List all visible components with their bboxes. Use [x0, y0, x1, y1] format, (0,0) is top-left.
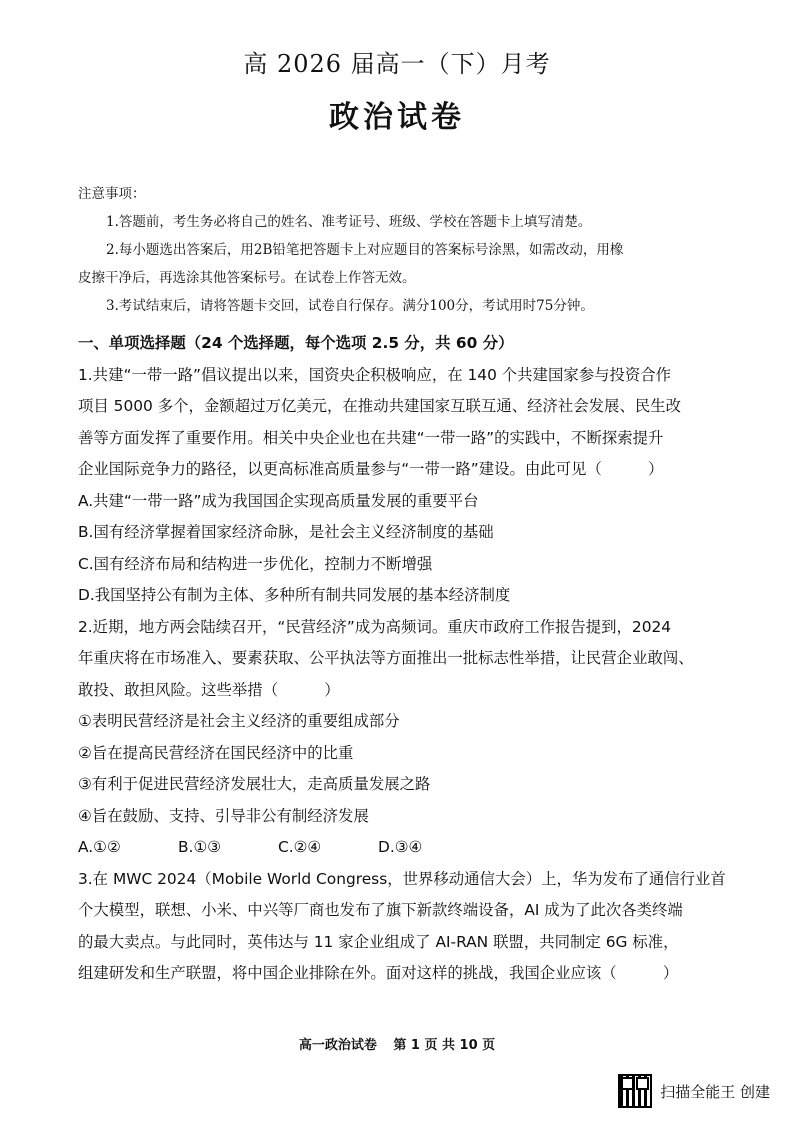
notice-item: 3.考试结束后，请将答题卡交回，试卷自行保存。满分100分，考试用时75分钟。 — [106, 298, 594, 314]
section-heading: 一、单项选择题（24 个选择题，每个选项 2.5 分，共 60 分） — [78, 334, 514, 352]
scanner-watermark — [618, 1074, 770, 1108]
question-2-choice-c: C.②④ — [278, 838, 322, 856]
watermark-text: 扫描全能王 创建 — [660, 1082, 770, 1101]
question-1-stem-line: 善等方面发挥了重要作用。相关中央企业也在共建“一带一路”的实践中，不断探索提升 — [78, 428, 664, 447]
question-2-stem-line: 年重庆将在市场准入、要素获取、公平执法等方面推出一批标志性举措，让民营企业敢闯、 — [78, 649, 694, 667]
question-2-statement-1: ①表明民营经济是社会主义经济的重要组成部分 — [78, 712, 400, 730]
question-1-stem-line: 企业国际竞争力的路径，以更高标准高质量参与“一带一路”建设。由此可见（ ） — [78, 460, 664, 478]
question-2-stem-line: 2.近期，地方两会陆续召开，“民营经济”成为高频词。重庆市政府工作报告提到，2024 — [78, 617, 672, 636]
footer-page-number: 第 1 页 共 10 页 — [393, 1038, 496, 1053]
exam-subject: 政治试卷 — [329, 100, 465, 135]
page-footer — [0, 1034, 794, 1053]
notice-heading: 注意事项： — [78, 186, 146, 202]
question-2-choice-d: D.③④ — [378, 838, 423, 856]
question-1-stem-line: 项目 5000 多个，金额超过万亿美元，在推动共建国家互联互通、经济社会发展、民生改 — [78, 397, 682, 415]
notice-block — [78, 180, 728, 320]
question-3-stem-line: 个大模型，联想、小米、中兴等厂商也发布了旗下新款终端设备，AI 成为了此次各类终端 — [78, 901, 683, 919]
question-1-option-d: D.我国坚持公有制为主体、多种所有制共同发展的基本经济制度 — [78, 586, 511, 604]
question-2-statement-3: ③有利于促进民营经济发展壮大，走高质量发展之路 — [78, 775, 431, 793]
questions-body — [78, 328, 728, 990]
question-2-choice-b: B.①③ — [178, 838, 222, 856]
question-1-option-a: A.共建“一带一路”成为我国国企实现高质量发展的重要平台 — [78, 491, 479, 510]
notice-item: 1.答题前，考生务必将自己的姓名、准考证号、班级、学校在答题卡上填写清楚。 — [106, 214, 592, 230]
footer-subject: 高一政治试卷 — [298, 1038, 377, 1053]
question-3-stem-line: 组建研发和生产联盟，将中国企业排除在外。面对这样的挑战，我国企业应该（ ） — [78, 964, 679, 982]
question-1-option-c: C.国有经济布局和结构进一步优化，控制力不断增强 — [78, 554, 433, 573]
exam-title: 高 2026 届高一（下）月考 — [243, 50, 551, 78]
question-3-stem-line: 3.在 MWC 2024（Mobile World Congress，世界移动通信大会）上，华为发布了通信行业首 — [78, 869, 726, 888]
question-3-stem-line: 的最大卖点。与此同时，英伟达与 11 家企业组成了 AI-RAN 联盟，共同制定 6G 标准， — [78, 932, 679, 951]
notice-item: 2.每小题选出答案后，用2B铅笔把答题卡上对应题目的答案标号涂黑，如需改动，用橡 — [106, 242, 624, 258]
question-2-choice-a: A.①② — [78, 838, 121, 856]
question-1-option-b: B.国有经济掌握着国家经济命脉，是社会主义经济制度的基础 — [78, 523, 494, 541]
notice-item: 皮擦干净后，再选涂其他答案标号。在试卷上作答无效。 — [78, 270, 416, 286]
question-2-statement-2: ②旨在提高民营经济在国民经济中的比重 — [78, 743, 354, 762]
question-1-stem-line: 1.共建“一带一路”倡议提出以来，国资央企积极响应，在 140 个共建国家参与投资合作 — [78, 365, 672, 384]
question-2-choices — [78, 832, 728, 864]
question-2-stem-line: 敢投、敢担风险。这些举措（ ） — [78, 680, 340, 699]
qr-code-icon — [618, 1074, 652, 1108]
question-2-statement-4: ④旨在鼓励、支持、引导非公有制经济发展 — [78, 806, 369, 825]
